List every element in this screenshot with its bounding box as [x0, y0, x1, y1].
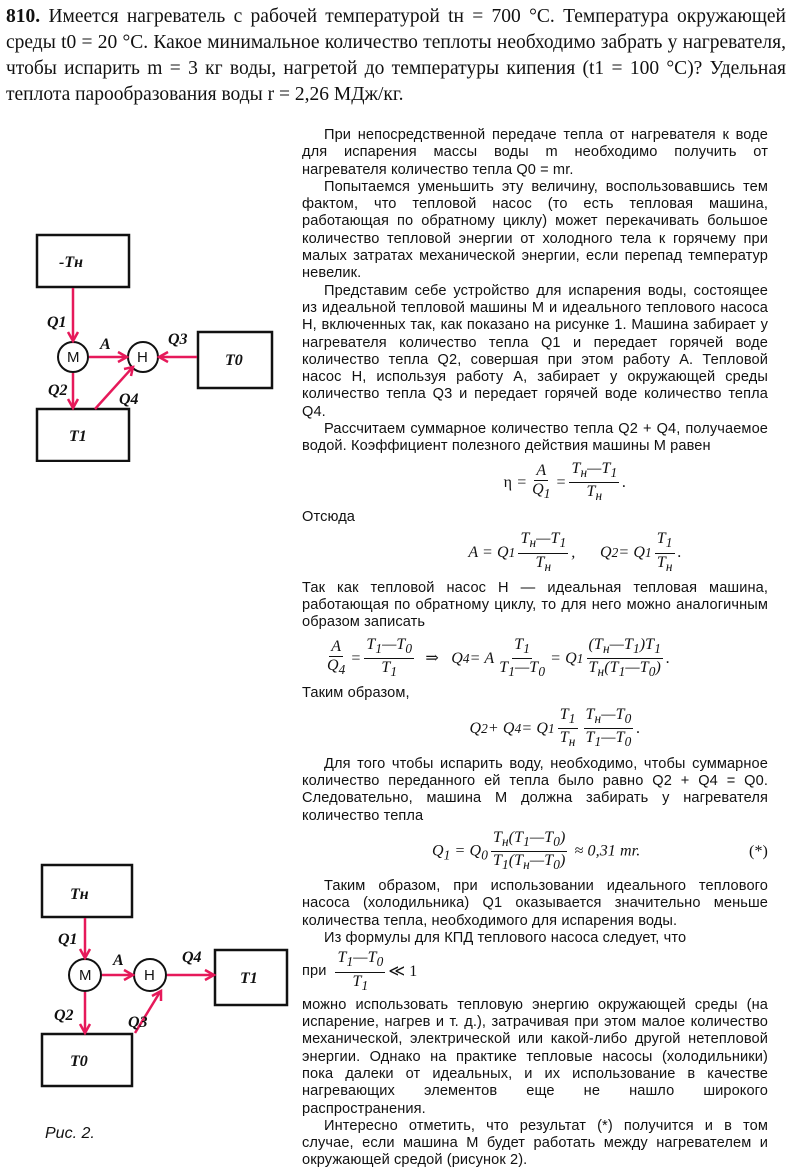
- diagram2-label-h: Н: [144, 967, 155, 984]
- eta-symbol: η: [503, 473, 513, 491]
- problem-number: 810.: [6, 6, 41, 27]
- solution-paragraph: Интересно отметить, что результат (*) получится и в том случае, если машина М будет работать между нагревателем и окружающей средой (рисунок 2).: [302, 1117, 768, 1169]
- approx-value: ≈ 0,31 mr.: [574, 842, 641, 860]
- condition-line: при $\frac{T_1—T_0}{T_1}$ ≪ 1: [302, 949, 418, 993]
- solution-paragraph: можно использовать тепловую энергию окружающей среды (на испарение, нагрев и т. д.), затрачивая при этом малое количество механической, электрической или какой-либо другой нетепловой энергии. Однако на практике тепловые насосы (холодильники) пока далеки от идеальных, и их использование в качестве нагревающих элементов еще не нашло широкого распространения.: [302, 996, 768, 1117]
- solution-paragraph: Рассчитаем суммарное количество тепла Q2 + Q4, получаемое водой. Коэффициент полезного действия машины М равен: [302, 421, 768, 455]
- diagram1-label-q2: Q2: [48, 382, 68, 399]
- diagram1-label-q3: Q3: [168, 331, 188, 348]
- equation-efficiency: η = $\frac{A}{Q_1}$ = $\frac{T_н—T_1}{T_н}$ .: [503, 459, 627, 504]
- diagram1-label-m: М: [67, 349, 80, 366]
- equation-pump: $\frac{A}{Q_4}$ = $\frac{T_1—T_0}{T_1}$ ⇒ Q 4 = A $\frac{T_1}{T_1—T_0}$ = Q 1 $\frac{(T_н—T_1)T_1}{T_н(T_1—T_0)}$ .: [327, 635, 671, 679]
- diagram2-label-q2: Q2: [54, 1007, 74, 1024]
- diagram2-label-a: A: [113, 952, 124, 969]
- solution-paragraph: Представим себе устройство для испарения воды, состоящее из идеальной тепловой машины М и идеального теплового насоса Н, включенных так, как показано на рисунке 1. Машина забирает у нагревателя количество тепла Q1 и передает горячей воде количество тепла Q2, совершая при этом работу A. Тепловой насос Н, используя работу A, забирает у окружающей среды количество тепла Q3 и передает горячей воде количество тепла Q4.: [302, 282, 768, 420]
- diagram1-label-a: A: [100, 336, 111, 353]
- solution-paragraph: Отсюда: [302, 509, 356, 526]
- diagram1-label-q1: Q1: [47, 314, 67, 331]
- diagram1-label-right: T0: [225, 352, 243, 369]
- diagram2-label-q1: Q1: [58, 931, 78, 948]
- diagram2-label-right: T1: [240, 970, 258, 987]
- pri-word: при: [302, 963, 327, 980]
- diagram-figure-1: [35, 232, 275, 462]
- diagram1-label-h: Н: [137, 349, 148, 366]
- figure-caption: Рис. 2.: [45, 1125, 95, 1142]
- solution-paragraph: Так как тепловой насос Н — идеальная тепловая машина, работающая по обратному циклу, то для него можно аналогичным образом записать: [302, 579, 768, 631]
- diagram2-label-q4: Q4: [182, 949, 202, 966]
- solution-paragraph: Из формулы для КПД теплового насоса следует, что: [324, 930, 687, 947]
- star-mark: (*): [749, 842, 768, 860]
- problem-statement: [6, 4, 786, 108]
- diagram1-label-bottom: T1: [69, 428, 87, 445]
- diagram1-label-q4: Q4: [119, 391, 139, 408]
- solution-paragraph: Попытаемся уменьшить эту величину, воспользовавшись тем фактом, что тепловой насос (то есть тепловая машина, работающая по обратному циклу) может перекачивать большое количество тепловой энергии от холодного тела к горячему при малых затратах механической энергии, если перепад температур невелик.: [302, 178, 768, 282]
- diagram1-heater-box: [37, 235, 129, 287]
- much-less-one: ≪ 1: [388, 963, 418, 981]
- equation-sum: Q 2 + Q 4 = Q 1 $\frac{T_1}{T_н}$ $\frac{T_н—T_0}{T_1—T_0}$ .: [469, 706, 641, 750]
- diagram2-label-m: М: [79, 967, 92, 984]
- solution-paragraph: Таким образом,: [302, 684, 410, 701]
- diagram2-label-q3: Q3: [128, 1014, 148, 1031]
- diagram2-label-bottom: T0: [70, 1053, 88, 1070]
- equation-result: $Q_1 = Q_0$ $\frac{T_н(T_1—T_0)}{T_1(T_н—T_0)}$ ≈ 0,31 mr. (*): [432, 828, 768, 873]
- solution-text: [302, 127, 768, 1170]
- solution-paragraph: Для того чтобы испарить воду, необходимо, чтобы суммарное количество переданного ей тепла было равно Q2 + Q4 = Q0. Следовательно, машина М должна забирать у нагревателя количество тепла: [302, 755, 768, 824]
- diagram2-label-top: Tн: [70, 886, 89, 903]
- solution-paragraph: Таким образом, при использовании идеального теплового насоса (холодильника) Q1 оказывается значительно меньше количества тепла, необходимого для испарения воды.: [302, 878, 768, 929]
- diagram1-label-top: -Tн: [59, 254, 83, 271]
- problem-text: Имеется нагреватель с рабочей температурой tн = 700 °С. Температура окружающей среды t0 = 20 °С. Какое минимальное количество теплоты необходимо забрать у нагревателя, чтобы испарить m = 3 кг воды, нагретой до температуры кипения (t1 = 100 °С)? Удельная теплота парообразования воды r = 2,26 МДж/кг.: [6, 6, 786, 105]
- solution-paragraph: При непосредственной передаче тепла от нагревателя к воде для испарения массы воды m необходимо получить от нагревателя количество тепла Q0 = mr.: [302, 127, 768, 178]
- diagram-figure-2: [40, 862, 290, 1092]
- equation-work: A = Q 1 $\frac{T_н—T_1}{T_н}$ , Q 2 = Q 1 $\frac{T_1}{T_н}$ .: [468, 530, 682, 574]
